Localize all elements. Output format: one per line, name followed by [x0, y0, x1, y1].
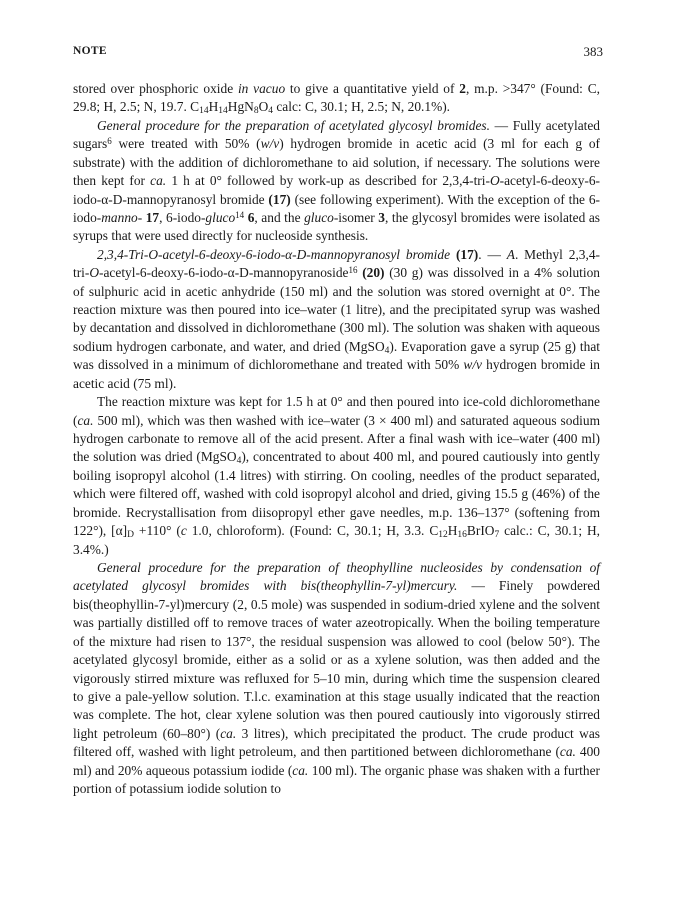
- text-run: to give a quantitative yield of: [285, 81, 460, 96]
- text-run: in vacuo: [237, 81, 286, 96]
- text-run: -acetyl-6-deoxy-6-iodo-α-D-mannopyranoside: [99, 265, 349, 281]
- text-run: 2: [459, 81, 466, 96]
- text-run: 14: [218, 106, 228, 117]
- text-run: -acetyl-6-deoxy-6-iodo-α-D-mannopyranosyl bromide: [73, 173, 601, 207]
- text-run: hydrogen bromide in acetic acid (75 ml).: [73, 357, 600, 391]
- text-run: calc: C, 30.1; H, 2.5; N, 20.1%).: [273, 99, 451, 115]
- text-run: gluco: [205, 209, 236, 225]
- text-run: , m.p. >347° (Found: C, 29.8; H, 2.5; N, 19.7. C: [73, 81, 600, 115]
- text-run: 4: [236, 456, 242, 467]
- text-run: 7: [494, 530, 500, 541]
- text-run: (30 g) was dissolved in a 4% solution of sulphuric acid in acetic anhydride (150 ml) and the solution was stored overnight at 0°. The reaction mixture was then poured into ice–water (1 litre), and the precipitated syrup was washed by decantation and dissolved in dichloromethane (300 ml). The solution was shaken with aqueous sodium hydrogen carbonate, and water, and dried (MgSO: [73, 265, 600, 354]
- paragraph-1: [73, 80, 600, 117]
- text-run: calc.: C, 30.1; H, 3.4%.): [73, 523, 601, 557]
- text-run: ca.: [220, 725, 237, 741]
- text-run: 4: [268, 106, 273, 117]
- text-run: The reaction mixture was kept for 1.5 h at 0° and then poured into ice-cold dichloromethane (: [73, 394, 600, 428]
- text-run: w/v: [260, 136, 280, 152]
- text-run: O: [258, 99, 269, 115]
- text-run: (17): [268, 191, 291, 207]
- text-run: w/v: [463, 357, 483, 373]
- text-run: ). Evaporation gave a syrup (25 g) that was dissolved in a minimum of dichloromethane and treated with 50%: [73, 338, 600, 373]
- text-run: 14: [235, 209, 245, 220]
- text-run: General procedure for the preparation of acetylated glycosyl bromides.: [97, 117, 490, 133]
- text-run: H: [208, 99, 219, 115]
- text-run: General procedure for the preparation of theophylline nucleosides by condensation of acetylated glycosyl bromides with bis(theophyllin-7-yl)mercury.: [73, 559, 600, 594]
- text-run: -isomer: [333, 209, 379, 225]
- text-run: manno: [101, 209, 138, 225]
- text-run: ca.: [559, 744, 576, 760]
- paragraph-5-general-procedure-nucleosides: [73, 559, 600, 798]
- text-run: . —: [478, 246, 507, 262]
- text-run: +110° (: [134, 523, 181, 539]
- text-run: 1.0, chloroform). (Found: C, 30.1; H, 3.3. C: [186, 523, 439, 539]
- text-run: gluco: [304, 209, 334, 225]
- text-run: 4: [384, 345, 390, 356]
- text-run: (20): [362, 265, 385, 281]
- text-run: — Finely powdered bis(theophyllin-7-yl)mercury (2, 0.5 mole) was suspended in sodium-dried xylene and the solvent was partially distilled off to remove traces of water azeotropically. When the boiling temperature of the mixture had risen to 137°, the residual suspension was allowed to cool (below 50°). The acetylated glycosyl bromide, either as a solid or as a xylene solution, was then added and the vigorously stirred mixture was refluxed for 5–10 min, during which time the suspension cleared to give a pale-yellow solution. T.l.c. examination at this stage usually indicated that the reaction was complete. The hot, clear xylene solution was then poured cautiously into vigorously stirred light petroleum (60–80°) (: [73, 578, 601, 741]
- text-run: 16: [348, 265, 358, 276]
- text-run: 6: [247, 209, 255, 225]
- text-run: D: [127, 530, 134, 541]
- text-run: ), concentrated to about 400 ml, and poured cautiously into gently boiling isopropyl alcohol (1.4 litres) with stirring. On cooling, needles of the product separated, which were filtered off, washed with cold isopropyl alcohol and dried, giving 15.5 g (46%) of the bromide. Recrystallisation from diisopropyl ether gave needles, m.p. 136–137° (softening from 122°), [α]: [73, 449, 600, 539]
- text-run: , 6-iodo-: [159, 209, 206, 225]
- page-header: [73, 45, 603, 61]
- text-run: . Methyl 2,3,4-tri-: [73, 246, 600, 281]
- text-run: 400 ml) and 20% aqueous potassium iodide (: [73, 744, 601, 778]
- text-run: ca.: [292, 762, 309, 778]
- text-run: 16: [457, 530, 467, 541]
- text-run: 8: [253, 106, 259, 117]
- text-run: HgN: [227, 99, 254, 115]
- text-run: 12: [438, 530, 448, 541]
- text-run: — Fully acetylated sugars: [73, 117, 600, 152]
- text-run: c: [180, 523, 187, 539]
- text-run: 1 h at 0° followed by work-up as described for 2,3,4-tri-: [166, 173, 490, 189]
- text-run: ca.: [150, 173, 167, 189]
- text-run: ca.: [77, 412, 94, 428]
- text-run: (see following experiment). With the exception of the 6-iodo-: [73, 191, 600, 225]
- text-run: 14: [199, 106, 209, 117]
- text-run: A: [506, 246, 515, 262]
- text-run: 3 litres), which precipitated the product. The crude product was filtered off, washed with light petroleum, and then partitioned between dichloromethane (: [73, 725, 600, 760]
- text-run: stored over phosphoric oxide: [73, 81, 238, 96]
- paragraph-2-general-procedure-bromides: [73, 117, 600, 246]
- text-run: O: [489, 173, 500, 189]
- paragraph-4-reaction-workup: [73, 393, 600, 559]
- text-run: 500 ml), which was then washed with ice–water (3 × 400 ml) and saturated aqueous sodium hydrogen carbonate to remove all of the acid present. After a final wash with ice–water (400 ml) the solution was dried (MgSO: [73, 412, 600, 465]
- text-run: H: [447, 523, 458, 539]
- running-head: NOTE: [73, 45, 107, 57]
- text-run: -: [137, 209, 146, 225]
- text-run: were treated with 50% (: [111, 136, 261, 152]
- text-run: BrIO: [466, 523, 495, 539]
- body-text: [73, 80, 600, 798]
- text-run: , the glycosyl bromides were isolated as syrups that were used directly for nucleoside synthesis.: [73, 209, 600, 244]
- text-run: O: [89, 265, 100, 281]
- text-run: 3: [378, 209, 385, 225]
- text-run: 2,3,4-Tri-O-acetyl-6-deoxy-6-iodo-α-D-mannopyranosyl bromide: [97, 246, 451, 262]
- text-run: 100 ml). The organic phase was shaken with a further portion of potassium iodide solution to: [73, 762, 600, 797]
- page-number: 383: [583, 44, 603, 59]
- text-run: (17): [455, 246, 479, 262]
- text-run: , and the: [254, 209, 305, 225]
- paragraph-3-compound-17-preparation: [73, 246, 600, 393]
- text-run: 6: [107, 136, 112, 147]
- text-run: ) hydrogen bromide in acetic acid (3 ml for each g of substrate) with the addition of dichloromethane to aid solution, if necessary. The solutions were then kept for: [73, 136, 600, 189]
- text-run: 17: [145, 209, 160, 225]
